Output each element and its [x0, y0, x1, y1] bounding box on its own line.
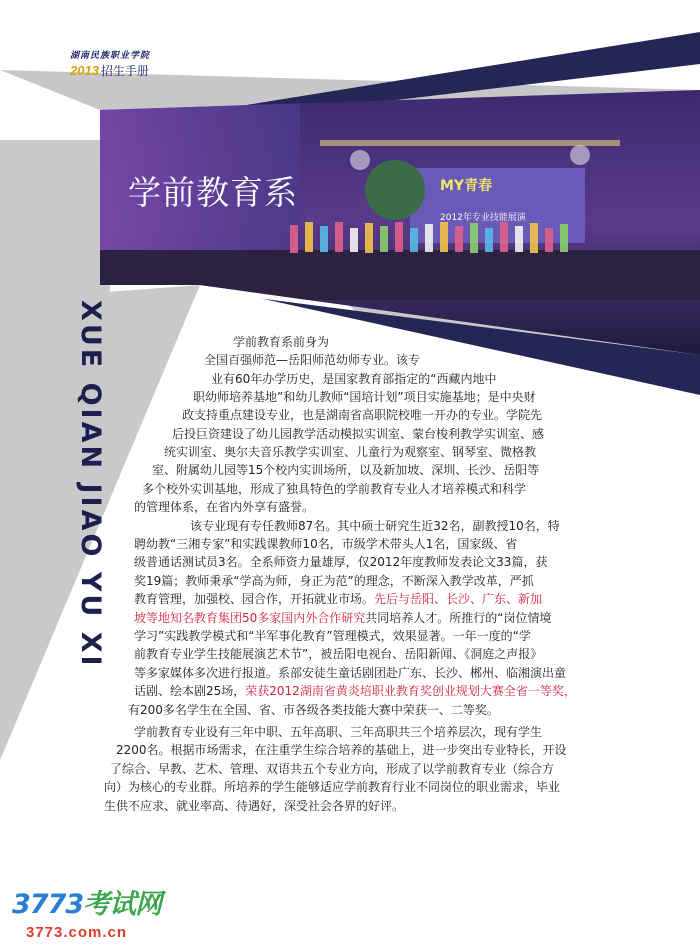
- body-line: 室、附属幼儿园等15个校内实训场所，以及新加坡、深圳、长沙、岳阳等: [152, 463, 540, 477]
- school-name: 湖南民族职业学院: [70, 51, 151, 61]
- pinyin-text: XUE QIAN JIAO YU XI: [75, 300, 106, 669]
- body-span: 共同培养人才。所推行的“岗位情境: [365, 611, 552, 625]
- watermark-text: 考试网: [83, 889, 162, 920]
- body-line: 全国百强师范—岳阳师范幼师专业。该专: [204, 353, 421, 367]
- body-line: 多个校外实训基地，形成了独具特色的学前教育专业人才培养模式和科学: [142, 482, 527, 496]
- body-line: 统实训室、奥尔夫音乐教学实训室、儿童行为观察室、钢琴室、微格教: [164, 445, 537, 459]
- body-line: 该专业现有专任教师87名。其中硕士研究生近32名，副教授10名，特: [190, 519, 560, 533]
- watermark-url: 3773.com.cn: [26, 924, 128, 941]
- body-line: 学前教育系前身为: [233, 335, 330, 349]
- body-line: 生供不应求、就业率高、待遇好，深受社会各界的好评。: [104, 799, 405, 813]
- body-line: 有200多名学生在全国、省、市各级各类技能大赛中荣获一、二等奖。: [128, 703, 499, 717]
- body-line: 2200名。根据市场需求，在注重学生综合培养的基础上，进一步突出专业特长，开设: [116, 743, 567, 757]
- body-line: 的管理体系，在省内外享有盛誉。: [134, 500, 315, 514]
- body-line: 奖19篇；教师秉承“学高为师，身正为范”的理念，不断深入教学改革，严抓: [134, 574, 534, 588]
- highlight-award: 荣获2012湖南省黄炎培职业教育奖创业规划大赛全省一等奖，: [245, 684, 576, 698]
- body-line: 向）为核心的专业群。所培养的学生能够适应学前教育行业不同岗位的职业需求，毕业: [104, 780, 561, 794]
- body-span: 话剧、绘本剧25场，: [134, 684, 246, 698]
- body-line: 职幼师培养基地”和幼儿教师“国培计划”项目实施基地；是中央财: [193, 390, 536, 404]
- stage-banner-text: 2012年专业技能展演: [440, 213, 526, 223]
- body-line: [134, 682, 576, 700]
- body-line: 聘幼教“三湘专家”和实践课教师10名，市级学术带头人1名，国家级、省: [134, 537, 518, 551]
- body-line: 学前教育专业设有三年中职、五年高职、三年高职共三个培养层次，现有学生: [134, 725, 543, 739]
- brochure-year: 2013: [70, 63, 99, 78]
- watermark-digits: 3773: [12, 889, 84, 920]
- body-span: 教育管理，加强校、园合作，开拓就业市场。: [134, 592, 375, 606]
- body-line: [134, 609, 552, 627]
- highlight-partners: 先后与岳阳、长沙、广东、新加: [374, 592, 543, 606]
- body-line: 了综合、早教、艺术、管理、双语共五个专业方向，形成了以学前教育专业（综合方: [110, 762, 555, 776]
- body-line: 前教育专业学生技能展演艺术节”，被岳阳电视台、岳阳新闻、《洞庭之声报》: [134, 647, 543, 661]
- body-line: 级普通话测试员3名。全系师资力量雄厚，仅2012年度教师发表论文33篇，获: [134, 555, 548, 569]
- stage-screen-text: MY青春: [440, 178, 493, 194]
- body-line: 业有60年办学历史，是国家教育部指定的“西藏内地中: [211, 372, 497, 386]
- body-line: 学习”实践教学模式和“半军事化教育”管理模式，效果显著。一年一度的“学: [134, 629, 531, 643]
- brochure-label: 招生手册: [100, 64, 149, 78]
- highlight-partners-cont: 坡等地知名教育集团50多家国内外合作研究: [134, 611, 366, 625]
- body-line: 政支持重点建设专业，也是湖南省高职院校唯一开办的专业。学院先: [182, 408, 543, 422]
- watermark-logo: [12, 890, 161, 920]
- department-title: 学前教育系: [128, 173, 298, 212]
- body-line: 后投巨资建设了幼儿园教学活动模拟实训室、蒙台梭利教学实训室、感: [172, 427, 545, 441]
- body-line: 等多家媒体多次进行报道。系部安徒生童话剧团赴广东、长沙、郴州、临湘演出童: [134, 666, 567, 680]
- body-line: [134, 590, 542, 608]
